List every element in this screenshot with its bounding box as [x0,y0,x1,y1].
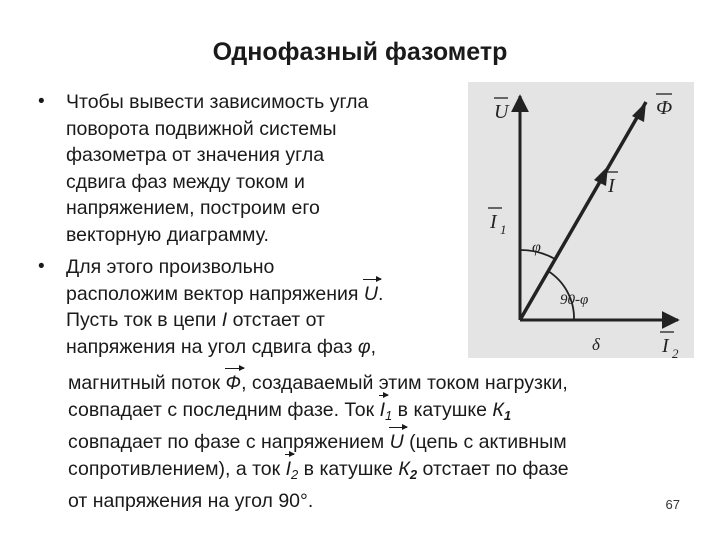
bullet-1-marker: • [38,91,45,112]
continuation-text [68,370,569,515]
text-line: Чтобы вывести зависимость угла [66,91,369,113]
text-line: напряжения на угол сдвига фаз φ, [66,335,377,358]
diagram-background [468,82,694,358]
text-line: сдвига фаз между током и [66,170,305,193]
label-I2: I [662,335,669,357]
text-line: совпадает по фазе с напряжением U (цепь с активным [68,429,569,456]
label-U: U [494,101,509,123]
label-I1-sub: 1 [500,222,507,237]
bullet-1-text [66,89,368,248]
label-I: I [608,175,615,197]
text-line: расположим вектор напряжения U. [66,281,383,308]
label-Phi: Ф [656,97,673,119]
slide-title: Однофазный фазометр [212,38,508,66]
text-line: поворота подвижной системы [66,117,337,140]
label-phi: φ [532,239,541,256]
label-I1: I [490,211,497,233]
text-line: совпадает с последним фазе. Ток $I_1$ в катушке $К_1$ [68,398,512,423]
text-line: Пусть ток в цепи I отстает от [66,309,325,331]
vector-symbol: U [364,281,378,308]
text-line: векторную диаграмму. [66,223,269,246]
text-line: магнитный поток Ф, создаваемый этим током нагрузки, [68,370,569,397]
vector-diagram [468,82,694,358]
vector-symbol: I [286,456,291,483]
current-symbol: I [221,309,228,331]
vector-symbol: I [380,397,385,424]
label-90-minus-phi: 90-φ [560,292,589,308]
vector-symbol: Ф [226,370,242,397]
text-line: Для этого произвольно [66,256,275,278]
phi-symbol: φ [357,335,371,358]
text-line: сопротивлением), а ток $I_2$ в катушке $К_2$ отстает по фазе [68,457,569,482]
page-number: 67 [665,497,680,512]
bullet-2-marker: • [38,256,45,277]
text-line: от напряжения на угол 90°. [68,490,314,512]
vector-symbol: U [390,429,404,456]
label-I2-sub: 2 [672,346,679,358]
text-line: напряжением, построим его [66,197,320,219]
text-line: фазометра от значения угла [66,144,325,166]
label-delta: δ [592,335,600,354]
bullet-2-text [66,254,383,360]
